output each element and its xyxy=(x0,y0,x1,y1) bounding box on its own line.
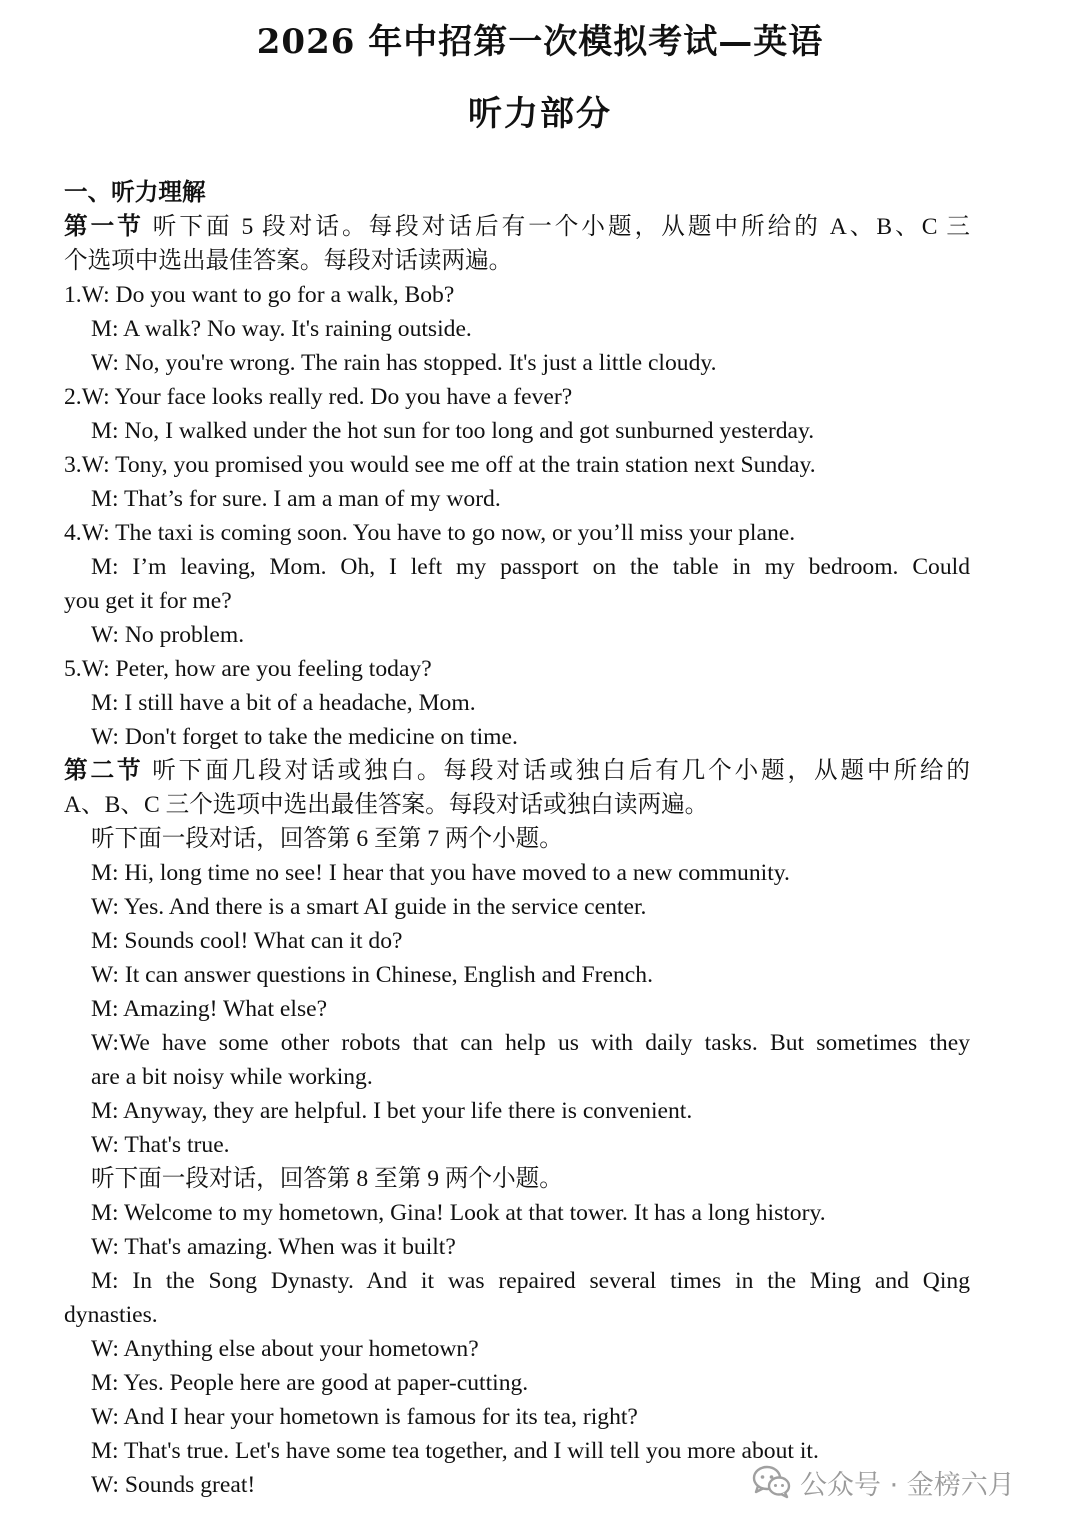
part-heading: 一、听力理解 xyxy=(64,180,206,206)
section2-instruction-line1 xyxy=(64,754,970,788)
dialog-line: 3.W: Tony, you promised you would see me off at the train station next Sunday. xyxy=(64,452,816,478)
section2-instruction-line2: A、B、C 三个选项中选出最佳答案。每段对话或独白读两遍。 xyxy=(64,792,709,818)
dialog-line: W: That's true. xyxy=(91,1132,230,1158)
dialog-line: M: I still have a bit of a headache, Mom. xyxy=(91,690,476,716)
dialog-line: M: Anyway, they are helpful. I bet your life there is convenient. xyxy=(91,1098,693,1124)
dialog-line: M: Amazing! What else? xyxy=(91,996,328,1022)
section2-instruction-text: 听下面几段对话或独白。每段对话或独白后有几个小题，从题中所给的 xyxy=(152,758,970,784)
watermark xyxy=(752,1462,1015,1502)
section1-instruction-line2: 个选项中选出最佳答案。每段对话读两遍。 xyxy=(64,248,513,274)
dialog-line: M: A walk? No way. It's raining outside. xyxy=(91,316,472,342)
exam-subtitle: 听力部分 xyxy=(468,94,612,134)
section1-instruction-line1 xyxy=(64,210,970,244)
conversation-intro: 听下面一段对话，回答第 8 至第 9 两个小题。 xyxy=(91,1166,563,1192)
conversation-intro: 听下面一段对话，回答第 6 至第 7 两个小题。 xyxy=(91,826,563,852)
dialog-line: M: I’m leaving, Mom. Oh, I left my passport on the table in my bedroom. Could xyxy=(91,554,970,580)
dialog-line: W: That's amazing. When was it built? xyxy=(91,1234,456,1260)
dialog-line: M: Welcome to my hometown, Gina! Look at that tower. It has a long history. xyxy=(91,1200,826,1226)
section1-instruction-text: 听下面 5 段对话。每段对话后有一个小题，从题中所给的 A、B、C 三 xyxy=(152,214,970,240)
dialog-line: W: Anything else about your hometown? xyxy=(91,1336,479,1362)
dialog-line: 4.W: The taxi is coming soon. You have to go now, or you’ll miss your plane. xyxy=(64,520,796,546)
dialog-line: W: Sounds great! xyxy=(91,1472,256,1498)
listening-content xyxy=(64,176,970,1502)
dialog-line: W: No, you're wrong. The rain has stopped. It's just a little cloudy. xyxy=(91,350,717,376)
dialog-line: M: That’s for sure. I am a man of my word. xyxy=(91,486,501,512)
dialog-line: M: Yes. People here are good at paper-cutting. xyxy=(91,1370,529,1396)
dialog-line: 1.W: Do you want to go for a walk, Bob? xyxy=(64,282,455,308)
dialog-line: M: Sounds cool! What can it do? xyxy=(91,928,403,954)
dialog-line: W: No problem. xyxy=(91,622,245,648)
dialog-line: 5.W: Peter, how are you feeling today? xyxy=(64,656,432,682)
dialog-line: M: In the Song Dynasty. And it was repaired several times in the Ming and Qing xyxy=(91,1268,970,1294)
dialog-line: W: It can answer questions in Chinese, English and French. xyxy=(91,962,653,988)
watermark-text: 公众号 · 金榜六月 xyxy=(800,1469,1015,1501)
dialog-line: M: That's true. Let's have some tea together, and I will tell you more about it. xyxy=(91,1438,819,1464)
dialog-line: dynasties. xyxy=(64,1302,158,1328)
dialog-line: M: Hi, long time no see! I hear that you have moved to a new community. xyxy=(91,860,790,886)
dialog-line: 2.W: Your face looks really red. Do you have a fever? xyxy=(64,384,573,410)
section2-label: 第二节 xyxy=(64,758,144,784)
dialog-line: W: Don't forget to take the medicine on time. xyxy=(91,724,518,750)
dialog-line: you get it for me? xyxy=(64,588,232,614)
dialog-line: are a bit noisy while working. xyxy=(91,1064,373,1090)
dialog-line: W: Yes. And there is a smart AI guide in the service center. xyxy=(91,894,647,920)
dialog-line: M: No, I walked under the hot sun for too long and got sunburned yesterday. xyxy=(91,418,815,444)
dialog-line: W: And I hear your hometown is famous for its tea, right? xyxy=(91,1404,638,1430)
section1-label: 第一节 xyxy=(64,214,144,240)
wechat-icon xyxy=(752,1464,792,1500)
exam-title: 2026 年中招第一次模拟考试—英语 xyxy=(256,22,824,62)
dialog-line: W:We have some other robots that can help us with daily tasks. But sometimes they xyxy=(91,1030,970,1056)
